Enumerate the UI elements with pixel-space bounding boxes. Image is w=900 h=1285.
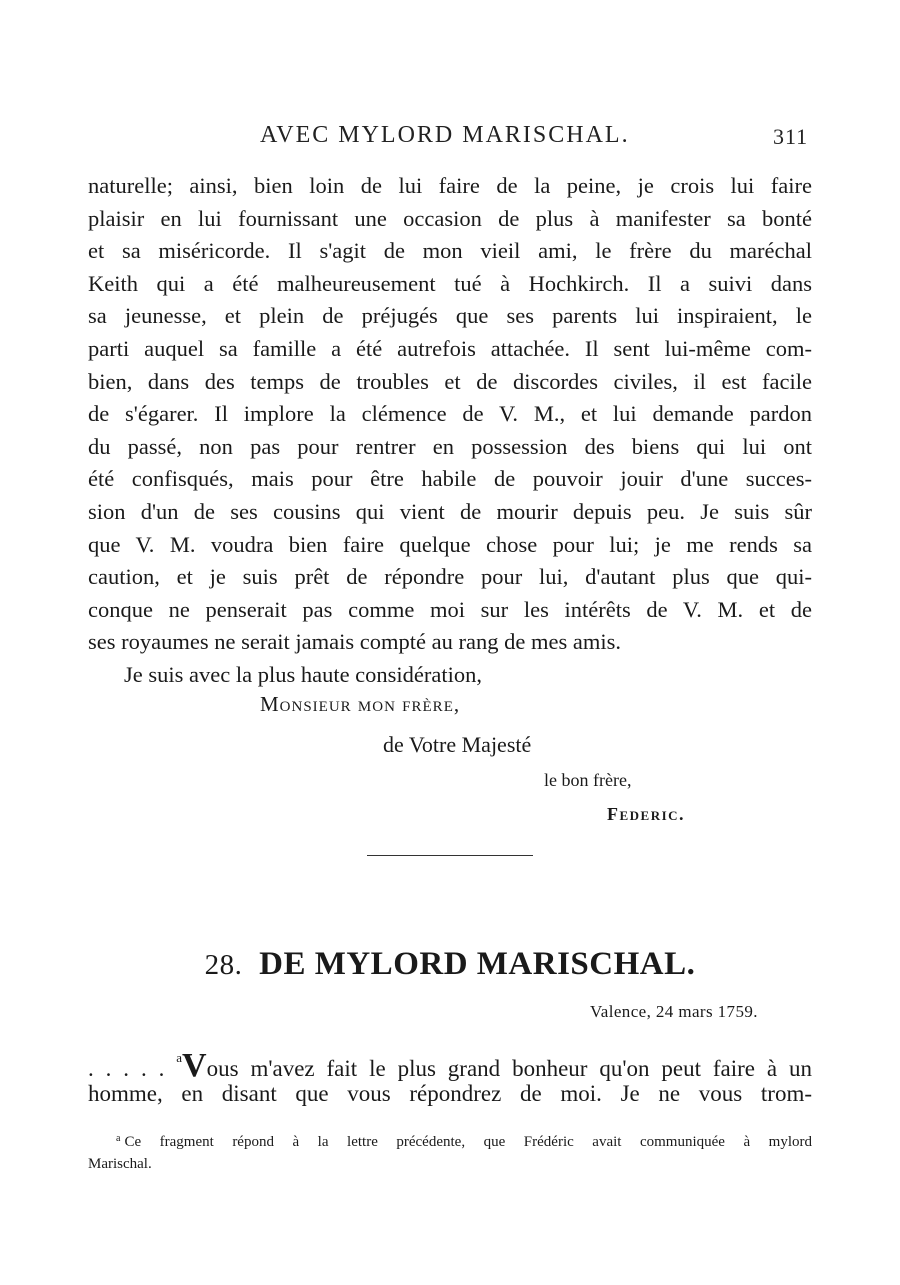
running-title: AVEC MYLORD MARISCHAL. [260, 122, 630, 148]
running-head [0, 122, 900, 152]
letter-line-rest: ous m'avez fait le plus grand bonheur qu'on peut faire à un [206, 1056, 813, 1081]
text-line: que V. M. voudra bien faire quelque chose pour lui; je me rends sa [88, 531, 812, 557]
footnote-line [88, 1128, 812, 1153]
closing-address: Monsieur mon frère, [260, 692, 461, 716]
text-line: plaisir en lui fournissant une occasion de plus à manifester sa bonté [88, 205, 812, 231]
text-line: bien, dans des temps de troubles et de discordes civiles, il est facile [88, 368, 812, 394]
footnote [88, 1128, 812, 1175]
footnote-marker: a [176, 1050, 183, 1065]
ellipsis: . . . . . [88, 1056, 165, 1081]
closing-salutation: Je suis avec la plus haute considération, [124, 661, 483, 687]
signature: Federic. [607, 804, 686, 824]
closing-majesty: de Votre Majesté [383, 732, 532, 757]
section-heading [0, 946, 900, 983]
footnote-mark: a [116, 1133, 121, 1144]
page-number: 311 [773, 124, 809, 149]
text-line: Keith qui a été malheureusement tué à Hochkirch. Il a suivi dans [88, 270, 812, 296]
section-title: DE MYLORD MARISCHAL. [259, 946, 696, 982]
text-line: du passé, non pas pour rentrer en possession des biens qui lui ont [88, 433, 812, 459]
text-line: et sa miséricorde. Il s'agit de mon vieil ami, le frère du maréchal [88, 238, 812, 264]
text-line: sa jeunesse, et plein de préjugés que ses parents lui inspiraient, le [88, 303, 812, 329]
initial-letter: V [182, 1047, 207, 1084]
text-line: parti auquel sa famille a été autrefois attachée. Il sent lui-même com- [88, 335, 812, 361]
text-line: caution, et je suis prêt de répondre pour lui, d'autant plus que qui- [88, 564, 812, 590]
letter-fragment [88, 1040, 812, 1112]
section-number: 28. [204, 949, 243, 981]
letter-line [88, 1040, 813, 1084]
closing-bon-frere: le bon frère, [544, 770, 632, 790]
footnote-line: Marischal. [88, 1156, 152, 1172]
dateline: Valence, 24 mars 1759. [590, 1002, 758, 1021]
text-line: conque ne penserait pas comme moi sur les intérêts de V. M. et de [88, 596, 812, 622]
text-line: ses royaumes ne serait jamais compté au rang de mes amis. [88, 629, 621, 655]
section-divider [367, 855, 533, 856]
text-line: sion d'un de ses cousins qui vient de mourir depuis peu. Je suis sûr [88, 498, 812, 524]
text-line: de s'égarer. Il implore la clémence de V. M., et lui demande pardon [88, 401, 812, 427]
text-line: été confisqués, mais pour être habile de pouvoir jouir d'une succes- [88, 466, 812, 492]
letter-line: homme, en disant que vous répondrez de moi. Je ne vous trom- [88, 1081, 812, 1106]
footnote-text: Ce fragment répond à la lettre précédente, que Frédéric avait communiquée à mylord [124, 1134, 812, 1150]
text-line: naturelle; ainsi, bien loin de lui faire de la peine, je crois lui faire [88, 173, 812, 198]
letter-body [88, 170, 812, 692]
